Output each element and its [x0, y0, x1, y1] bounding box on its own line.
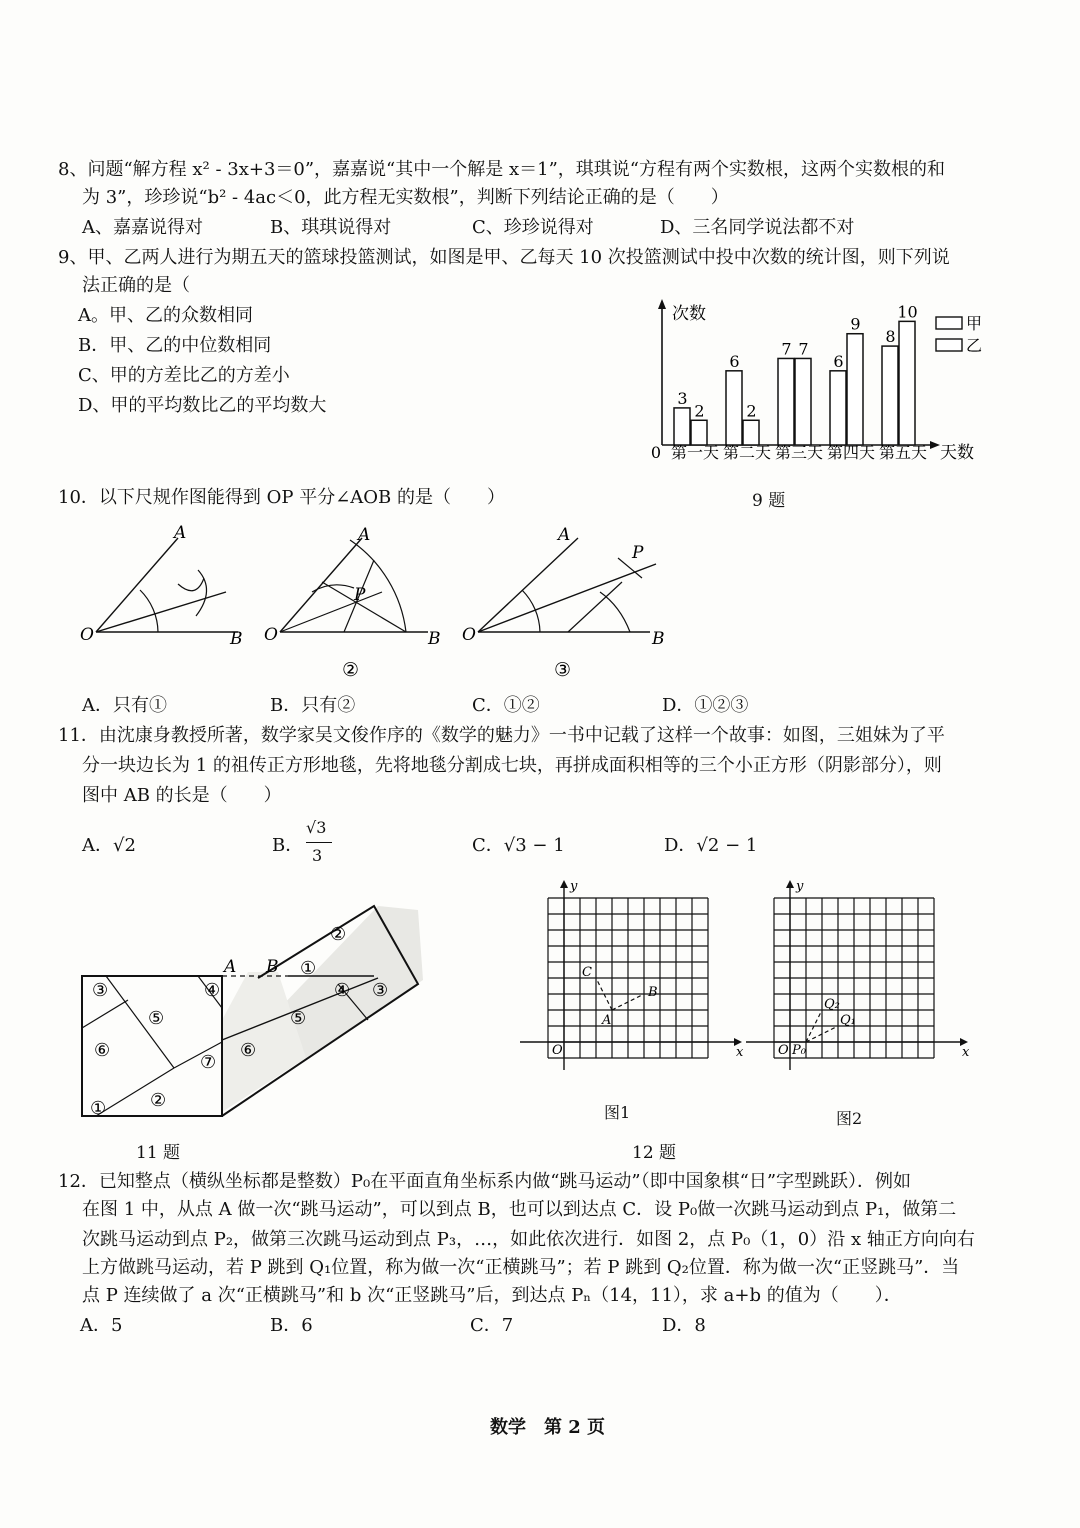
grid1-x-label: x — [736, 1045, 744, 1060]
fig2-caption: ② — [342, 659, 360, 681]
q10-option-d: D．①②③ — [662, 695, 749, 716]
q11-option-a: A．√2 — [82, 835, 136, 856]
q11-fraction-bar — [306, 842, 332, 843]
bar-甲-第五天 — [882, 346, 898, 445]
q12-option-a: A．5 — [80, 1315, 123, 1336]
q12-figure-1 — [520, 879, 744, 1090]
q11-option-d: D．√2 − 1 — [664, 835, 758, 856]
bar-乙-第三天 — [795, 358, 811, 445]
grid1-point-a: A — [602, 1013, 612, 1028]
grid1-point-c: C — [582, 965, 592, 980]
category-label-第一天: 第一天 — [670, 443, 720, 462]
q8-option-d: D、三名同学说法都不对 — [660, 217, 855, 238]
grid1-y-label: y — [570, 879, 578, 894]
q12-line2: 在图 1 中，从点 A 做一次“跳马运动”，可以到点 B，也可以到达点 C．设 P₀做一次跳马运动到点 P₁，做第二 — [82, 1199, 957, 1220]
q10-figure-3 — [460, 520, 680, 690]
grid2-y-label: y — [796, 879, 804, 894]
bar-label-乙-第三天: 7 — [798, 339, 809, 359]
bar-甲-第四天 — [830, 371, 846, 445]
legend-swatch-甲 — [936, 317, 962, 329]
q10-figure-2 — [262, 520, 452, 690]
bar-label-乙-第五天: 10 — [897, 302, 918, 322]
q12-figure-2 — [746, 879, 970, 1090]
piece-3-right: ③ — [372, 980, 389, 1001]
q9-line2: 法正确的是（ — [82, 275, 190, 296]
piece-2: ② — [150, 1090, 167, 1111]
q12-option-b: B．6 — [270, 1315, 313, 1336]
q11-option-b-prefix: B． — [272, 835, 304, 856]
q10-option-b: B．只有② — [270, 695, 356, 716]
q8-option-c: C、珍珍说得对 — [472, 217, 594, 238]
q9-bar-chart — [640, 295, 1000, 475]
bar-乙-第一天 — [691, 420, 707, 445]
grid1-origin: O — [552, 1043, 563, 1058]
q9-option-a: A。甲、乙的众数相同 — [78, 305, 253, 326]
fig1-label-a: A — [174, 523, 187, 543]
chart-y-label: 次数 — [672, 304, 706, 324]
q11-line1: 11．由沈康身教授所著，数学家吴文俊作序的《数学的魅力》一书中记载了这样一个故事：如图，三姐妹为了平 — [58, 725, 945, 746]
bar-label-甲-第二天: 6 — [729, 351, 740, 371]
q8-line2: 为 3”，珍珍说“b² - 4ac＜0，此方程无实数根”，判断下列结论正确的是（ ） — [82, 187, 729, 208]
fig2-label-b: B — [428, 629, 441, 649]
fig2-label-a: A — [358, 525, 371, 545]
q11-caption: 11 题 — [136, 1143, 181, 1163]
q9-option-d: D、甲的平均数比乙的平均数大 — [78, 395, 327, 416]
piece-6-left: ⑥ — [94, 1040, 111, 1061]
category-label-第二天: 第二天 — [722, 443, 772, 462]
q10-line1: 10．以下尺规作图能得到 OP 平分∠AOB 的是（ ） — [58, 487, 506, 508]
q10-option-c: C．①② — [472, 695, 540, 716]
q11-option-c: C．√3 − 1 — [472, 835, 565, 856]
category-label-第三天: 第三天 — [774, 443, 824, 462]
q11-option-b-denominator: 3 — [312, 846, 323, 865]
piece-5-left: ⑤ — [148, 1008, 165, 1029]
bar-乙-第四天 — [847, 334, 863, 445]
fig1-caption: 图1 — [604, 1103, 631, 1122]
piece-7: ⑦ — [200, 1052, 217, 1073]
q9-line1: 9、甲、乙两人进行为期五天的篮球投篮测试，如图是甲、乙每天 10 次投篮测试中投中次数的统计图，则下列说 — [58, 247, 950, 268]
piece-2-right: ② — [330, 924, 347, 945]
q12-option-d: D．8 — [662, 1315, 706, 1336]
bar-乙-第二天 — [743, 420, 759, 445]
grid2-point-p0: P₀ — [792, 1043, 806, 1058]
grid2-x-label: x — [962, 1045, 970, 1060]
q8-option-a: A、嘉嘉说得对 — [82, 217, 203, 238]
q12-option-c: C．7 — [470, 1315, 514, 1336]
bar-甲-第一天 — [674, 408, 690, 445]
q12-line3: 次跳马运动到点 P₂，做第三次跳马运动到点 P₃，…，如此依次进行．如图 2，点 P₀（1，0）沿 x 轴正方向向右 — [82, 1229, 975, 1250]
bar-label-甲-第三天: 7 — [781, 339, 792, 359]
q12-caption: 12 题 — [632, 1143, 677, 1163]
grid2-origin: O — [778, 1043, 789, 1058]
q11-line2: 分一块边长为 1 的祖传正方形地毯，先将地毯分割成七块，再拼成面积相等的三个小正方形（阴影部分），则 — [82, 755, 942, 776]
piece-4-left: ④ — [204, 980, 221, 1001]
fig3-label-b: B — [652, 629, 665, 649]
legend-swatch-乙 — [936, 339, 962, 351]
bar-label-乙-第四天: 9 — [850, 314, 861, 334]
fig2-caption: 图2 — [836, 1109, 863, 1128]
legend-label-乙: 乙 — [966, 336, 983, 355]
fig3-caption: ③ — [554, 659, 572, 681]
piece-1-right: ① — [300, 958, 317, 979]
fig3-label-o: O — [462, 625, 476, 645]
q9-caption: 9 题 — [752, 491, 786, 511]
q12-line5: 点 P 连续做了 a 次“正横跳马”和 b 次“正竖跳马”后，到达点 Pₙ（14，11），求 a+b 的值为（ ）． — [82, 1285, 902, 1306]
fig2-label-o: O — [264, 625, 278, 645]
category-label-第四天: 第四天 — [826, 443, 876, 462]
q12-line4: 上方做跳马运动，若 P 跳到 Q₁位置，称为做一次“正横跳马”；若 P 跳到 Q₂位置．称为做一次“正竖跳马”．当 — [82, 1257, 960, 1278]
carpet-label-a: A — [224, 957, 237, 977]
category-label-第五天: 第五天 — [878, 443, 928, 462]
piece-1-left: ① — [90, 1098, 107, 1119]
piece-5-right: ⑤ — [290, 1008, 307, 1029]
chart-origin: 0 — [650, 443, 662, 462]
bar-乙-第五天 — [899, 321, 915, 445]
q8-option-b: B、琪琪说得对 — [270, 217, 392, 238]
chart-x-label: 天数 — [940, 443, 974, 463]
bar-label-甲-第一天: 3 — [677, 388, 688, 408]
fig1-label-o: O — [80, 625, 94, 645]
q9-option-b: B．甲、乙的中位数相同 — [78, 335, 272, 356]
bar-甲-第三天 — [778, 358, 794, 445]
grid1-point-b: B — [648, 985, 658, 1000]
carpet-label-b: B — [266, 957, 279, 977]
page-footer: 数学 第 2 页 — [490, 1417, 606, 1438]
piece-6-right: ⑥ — [240, 1040, 257, 1061]
fig2-label-p: P — [354, 585, 366, 605]
piece-4-right: ④ — [334, 980, 351, 1001]
piece-3-left: ③ — [92, 980, 109, 1001]
bar-label-甲-第五天: 8 — [885, 327, 896, 347]
chart-y-arrow — [658, 299, 666, 309]
bar-甲-第二天 — [726, 371, 742, 445]
q10-figure-1 — [78, 520, 258, 650]
fig3-label-p: P — [632, 543, 644, 563]
chart-x-arrow — [930, 441, 940, 449]
q11-option-b-numerator: √3 — [306, 818, 327, 837]
q8-line1: 8、问题“解方程 x² - 3x+3＝0”，嘉嘉说“其中一个解是 x＝1”，琪琪说“方程有两个实数根，这两个实数根的和 — [58, 159, 945, 180]
q9-option-c: C、甲的方差比乙的方差小 — [78, 365, 290, 386]
q11-carpet-figure — [78, 900, 458, 1130]
q11-line3: 图中 AB 的长是（ ） — [82, 785, 282, 806]
fig3-label-a: A — [558, 525, 571, 545]
q10-option-a: A．只有① — [82, 695, 167, 716]
bar-label-乙-第二天: 2 — [746, 401, 757, 421]
bar-label-甲-第四天: 6 — [833, 351, 844, 371]
q12-line1: 12．已知整点（横纵坐标都是整数）P₀在平面直角坐标系内做“跳马运动”（即中国象棋“日”字型跳跃）．例如 — [58, 1171, 912, 1192]
grid2-point-q2: Q₂ — [824, 997, 840, 1012]
bar-label-乙-第一天: 2 — [694, 401, 705, 421]
legend-label-甲: 甲 — [966, 314, 983, 333]
fig1-label-b: B — [230, 629, 243, 649]
grid2-point-q1: Q₁ — [840, 1013, 856, 1028]
